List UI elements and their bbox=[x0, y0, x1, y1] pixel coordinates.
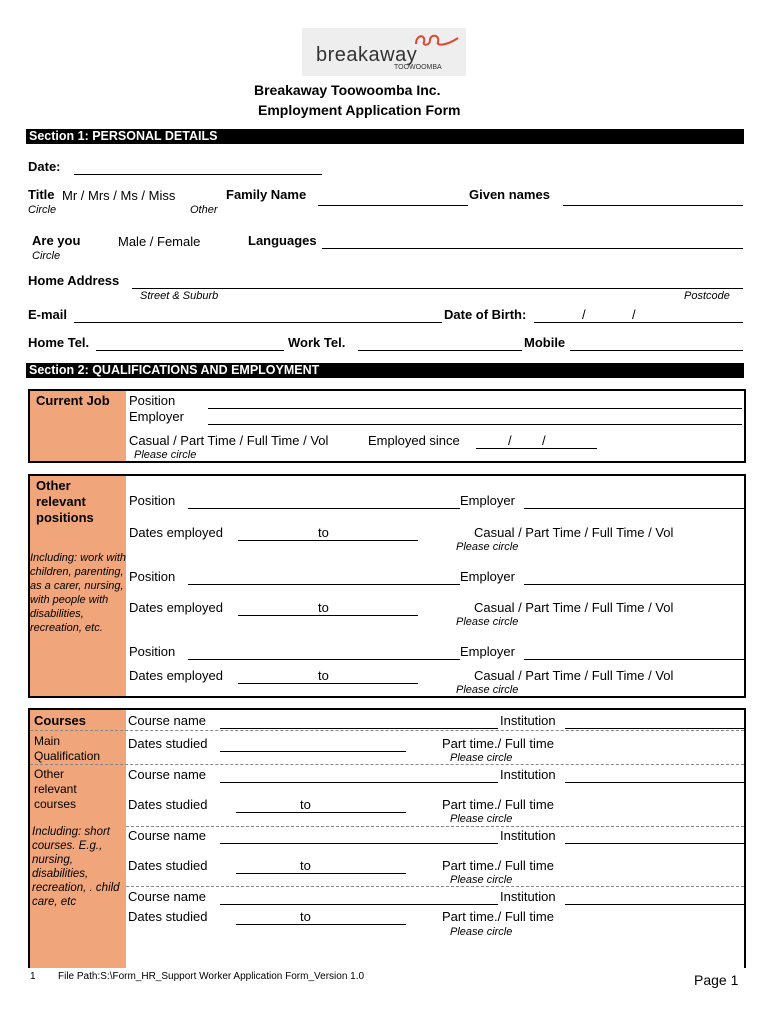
work-tel-label: Work Tel. bbox=[288, 335, 346, 350]
please-circle: Please circle bbox=[450, 752, 513, 764]
footer-page-label: Page 1 bbox=[694, 972, 739, 988]
study-mode[interactable]: Part time./ Full time bbox=[442, 797, 554, 812]
family-name-label: Family Name bbox=[226, 187, 307, 202]
other-courses-label: Other relevant courses bbox=[34, 767, 77, 811]
please-circle: Please circle bbox=[456, 616, 519, 628]
please-circle: Please circle bbox=[450, 813, 513, 825]
are-you-label: Are you bbox=[32, 233, 81, 248]
position-field[interactable] bbox=[188, 570, 460, 585]
current-job-position-label: Position bbox=[129, 393, 176, 408]
course-name-field[interactable] bbox=[220, 890, 498, 905]
study-mode[interactable]: Part time./ Full time bbox=[442, 909, 554, 924]
current-job-employer-field[interactable] bbox=[208, 410, 742, 425]
employer-field[interactable] bbox=[524, 494, 744, 509]
since-sep1: / bbox=[508, 433, 512, 448]
logo bbox=[302, 28, 466, 76]
email-field[interactable] bbox=[74, 308, 442, 323]
date-field[interactable] bbox=[74, 160, 322, 175]
employment-types[interactable]: Casual / Part Time / Full Time / Vol bbox=[474, 525, 674, 540]
logo-swirl-icon bbox=[412, 30, 462, 50]
employer-label: Employer bbox=[460, 493, 515, 508]
position-field[interactable] bbox=[188, 494, 460, 509]
languages-label: Languages bbox=[248, 233, 317, 248]
current-job-employer-label: Employer bbox=[129, 409, 184, 424]
please-circle: Please circle bbox=[456, 541, 519, 553]
institution-label: Institution bbox=[500, 713, 556, 728]
position-field[interactable] bbox=[188, 645, 460, 660]
to-label: to bbox=[318, 668, 329, 683]
dates-studied-label: Dates studied bbox=[128, 909, 208, 924]
languages-field[interactable] bbox=[322, 234, 743, 249]
employed-since-field[interactable] bbox=[476, 434, 597, 449]
course-name-label: Course name bbox=[128, 767, 207, 782]
study-mode[interactable]: Part time./ Full time bbox=[442, 736, 554, 751]
please-circle: Please circle bbox=[456, 684, 519, 696]
logo-subtext: TOOWOOMBA bbox=[394, 64, 442, 71]
postcode-hint: Postcode bbox=[684, 290, 730, 302]
footer-file-path: File Path:S:\Form_HR_Support Worker Application Form_Version 1.0 bbox=[58, 971, 365, 982]
other-positions-including: Including: work with children, parenting, as a carer, nursing, with people with disabilities, recreation, etc. bbox=[30, 552, 126, 634]
title-label: Title bbox=[28, 187, 55, 202]
dates-studied-field[interactable] bbox=[236, 798, 406, 813]
mobile-label: Mobile bbox=[524, 335, 566, 350]
section1-header: Section 1: PERSONAL DETAILS bbox=[26, 129, 744, 144]
institution-field[interactable] bbox=[565, 829, 744, 844]
to-label: to bbox=[300, 909, 311, 924]
gender-circle-hint: Circle bbox=[32, 250, 61, 262]
course-name-field[interactable] bbox=[220, 768, 498, 783]
other-positions-label: Other relevant positions bbox=[36, 478, 94, 525]
dob-field[interactable] bbox=[534, 308, 743, 323]
institution-label: Institution bbox=[500, 889, 556, 904]
employment-types[interactable]: Casual / Part Time / Full Time / Vol bbox=[474, 600, 674, 615]
courses-including: Including: short courses. E.g., nursing, disabilities, recreation, . child care, etc bbox=[32, 826, 120, 908]
position-label: Position bbox=[129, 644, 176, 659]
dates-employed-label: Dates employed bbox=[129, 525, 223, 540]
to-label: to bbox=[300, 858, 311, 873]
current-job-types[interactable]: Casual / Part Time / Full Time / Vol bbox=[129, 433, 329, 448]
course-name-field[interactable] bbox=[220, 714, 498, 729]
since-sep2: / bbox=[542, 433, 546, 448]
logo-text: breakaway bbox=[316, 44, 418, 66]
to-label: to bbox=[318, 600, 329, 615]
title-circle-hint: Circle bbox=[28, 204, 57, 216]
please-circle: Please circle bbox=[450, 874, 513, 886]
title-other-hint: Other bbox=[190, 204, 218, 216]
course-name-field[interactable] bbox=[220, 829, 498, 844]
dob-label: Date of Birth: bbox=[444, 307, 527, 322]
dates-studied-field[interactable] bbox=[236, 859, 406, 874]
family-name-field[interactable] bbox=[318, 191, 468, 206]
street-hint: Street & Suburb bbox=[140, 290, 219, 302]
date-label: Date: bbox=[28, 159, 61, 174]
dates-studied-field[interactable] bbox=[236, 910, 406, 925]
current-job-position-field[interactable] bbox=[208, 394, 742, 409]
institution-label: Institution bbox=[500, 828, 556, 843]
dates-employed-label: Dates employed bbox=[129, 600, 223, 615]
course-name-label: Course name bbox=[128, 713, 207, 728]
employer-label: Employer bbox=[460, 644, 515, 659]
divider bbox=[126, 886, 744, 887]
institution-field[interactable] bbox=[565, 890, 744, 905]
dates-studied-field[interactable] bbox=[220, 737, 406, 752]
title-options[interactable]: Mr / Mrs / Ms / Miss bbox=[62, 188, 176, 203]
to-label: to bbox=[318, 525, 329, 540]
email-label: E-mail bbox=[28, 307, 68, 322]
main-qualification-label: Main Qualification bbox=[34, 734, 101, 763]
courses-label: Courses bbox=[34, 713, 87, 728]
home-tel-field[interactable] bbox=[96, 336, 284, 351]
please-circle: Please circle bbox=[450, 926, 513, 938]
org-name: Breakaway Toowoomba Inc. bbox=[254, 82, 441, 98]
dates-employed-label: Dates employed bbox=[129, 668, 223, 683]
footer-page-number: 1 bbox=[30, 971, 36, 982]
mobile-field[interactable] bbox=[570, 336, 743, 351]
dates-studied-label: Dates studied bbox=[128, 797, 208, 812]
divider bbox=[30, 730, 744, 731]
institution-label: Institution bbox=[500, 767, 556, 782]
home-tel-label: Home Tel. bbox=[28, 335, 90, 350]
institution-field[interactable] bbox=[565, 714, 744, 729]
current-job-please-circle: Please circle bbox=[134, 449, 197, 461]
work-tel-field[interactable] bbox=[358, 336, 522, 351]
employer-field[interactable] bbox=[524, 645, 744, 660]
dates-studied-label: Dates studied bbox=[128, 736, 208, 751]
course-name-label: Course name bbox=[128, 889, 207, 904]
divider bbox=[126, 826, 744, 827]
employer-label: Employer bbox=[460, 569, 515, 584]
dob-sep2: / bbox=[632, 307, 636, 322]
home-address-field[interactable] bbox=[132, 274, 743, 289]
course-name-label: Course name bbox=[128, 828, 207, 843]
position-label: Position bbox=[129, 493, 176, 508]
dates-studied-label: Dates studied bbox=[128, 858, 208, 873]
given-names-label: Given names bbox=[469, 187, 550, 202]
divider bbox=[30, 764, 744, 765]
given-names-field[interactable] bbox=[563, 191, 743, 206]
form-title: Employment Application Form bbox=[258, 102, 461, 118]
study-mode[interactable]: Part time./ Full time bbox=[442, 858, 554, 873]
employment-types[interactable]: Casual / Part Time / Full Time / Vol bbox=[474, 668, 674, 683]
gender-options[interactable]: Male / Female bbox=[118, 234, 201, 249]
employer-field[interactable] bbox=[524, 570, 744, 585]
home-address-label: Home Address bbox=[28, 273, 120, 288]
position-label: Position bbox=[129, 569, 176, 584]
institution-field[interactable] bbox=[565, 768, 744, 783]
dob-sep1: / bbox=[582, 307, 586, 322]
current-job-label: Current Job bbox=[36, 393, 110, 408]
to-label: to bbox=[300, 797, 311, 812]
employed-since-label: Employed since bbox=[368, 433, 460, 448]
section2-header: Section 2: QUALIFICATIONS AND EMPLOYMENT bbox=[26, 363, 744, 378]
